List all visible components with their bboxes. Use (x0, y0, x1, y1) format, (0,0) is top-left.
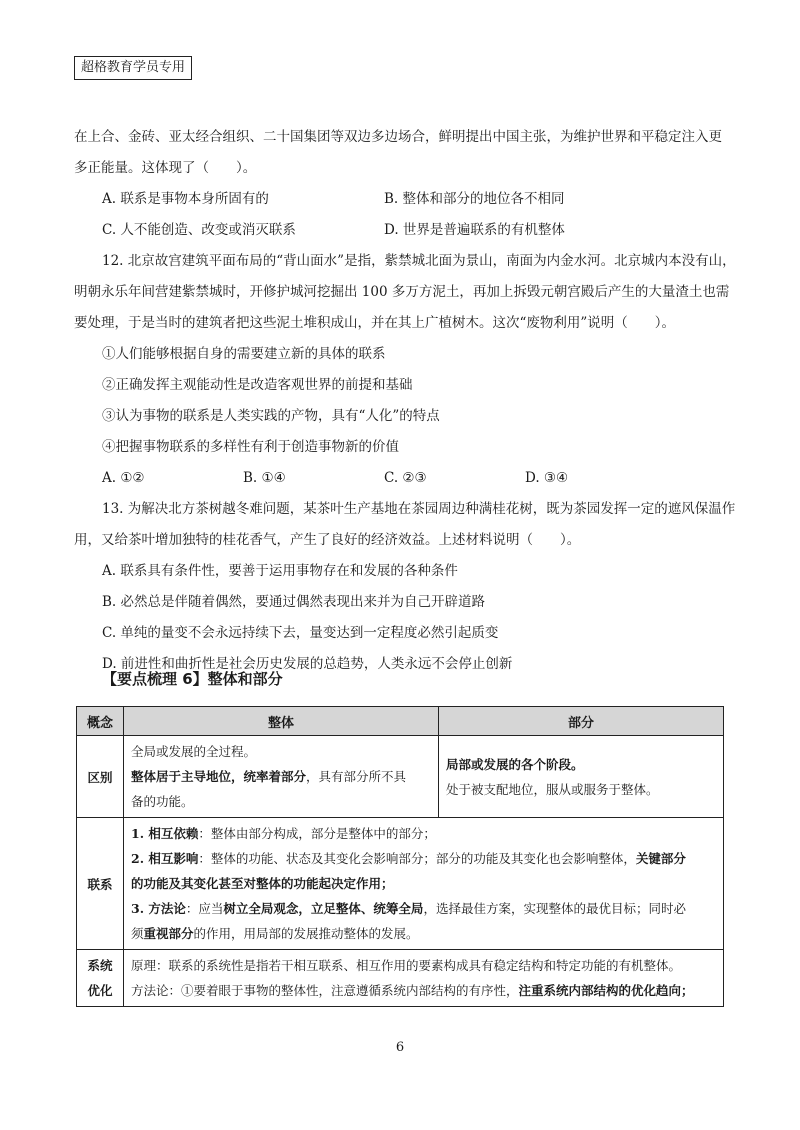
q12-item-4: ④把握事物联系的多样性有利于创造事物新的价值 (102, 439, 399, 455)
q11-option-b: B. 整体和部分的地位各不相同 (384, 191, 565, 207)
q12-item-1: ①人们能够根据自身的需要建立新的具体的联系 (102, 346, 386, 362)
q12-stem-line2: 明朝永乐年间营建紫禁城时，开修护城河挖掘出 100 多万方泥土，再加上拆毁元朝宫殿后产生的大量渣土也需 (74, 284, 730, 300)
qubie-whole-line3: 备的功能。 (131, 794, 194, 809)
lianxi-point1 (131, 821, 716, 846)
table-row-lianxi (77, 818, 724, 950)
q12-item-2: ②正确发挥主观能动性是改造客观世界的前提和基础 (102, 377, 413, 393)
lianxi-p3-line2-pre: 须 (131, 926, 144, 941)
xitong-label-line2: 优化 (87, 983, 113, 998)
q11-option-d: D. 世界是普遍联系的有机整体 (384, 222, 565, 238)
table-row-qubie (77, 736, 724, 818)
q12-option-a: A. ①② (102, 470, 145, 486)
question-content (74, 122, 736, 680)
lianxi-p3-mid: ：应当 (185, 901, 224, 916)
row-label-xitong (77, 950, 124, 1007)
q13-option-c: C. 单纯的量变不会永远持续下去，量变达到一定程度必然引起质变 (102, 625, 499, 641)
q12-option-b: B. ①④ (243, 470, 286, 486)
lianxi-p3-bold: 树立全局观念，立足整体、统筹全局 (223, 901, 424, 916)
q13-option-b: B. 必然总是伴随着偶然，要通过偶然表现出来并为自己开辟道路 (102, 594, 486, 610)
row-label-qubie: 区别 (77, 736, 124, 818)
q13-stem-line2: 用，又给茶叶增加独特的桂花香气，产生了良好的经济效益。上述材料说明（ ）。 (74, 532, 581, 548)
qubie-whole-rest: ，具有部分所不具 (306, 769, 407, 784)
header-whole: 整体 (124, 707, 439, 736)
table-row-xitong (77, 950, 724, 1007)
lianxi-point3-line2 (131, 921, 716, 946)
q12-item-3: ③认为事物的联系是人类实践的产物，具有“人化”的特点 (102, 408, 440, 424)
qubie-whole-cell (124, 736, 439, 818)
summary-table (76, 706, 724, 1007)
q11-options-row2 (74, 215, 724, 246)
lianxi-point3-line1 (131, 896, 716, 921)
q12-option-c: C. ②③ (384, 470, 427, 486)
lianxi-p2-lead: 2. 相互影响 (131, 851, 199, 866)
header-label: 超格教育学员专用 (74, 56, 192, 80)
q12-stem-line1: 12. 北京故宫建筑平面布局的“背山面水”是指，紫禁城北面为景山，南面为内金水河。北京城内本没有山， (102, 253, 736, 269)
header-concept: 概念 (77, 707, 124, 736)
lianxi-p2-rest: ：整体的功能、状态及其变化会影响部分；部分的功能及其变化也会影响整体， (198, 851, 636, 866)
qubie-part-line2: 处于被支配地位，服从或服务于整体。 (446, 781, 659, 797)
qubie-whole-bold: 整体居于主导地位，统率着部分 (131, 769, 307, 784)
lianxi-p3-rest: ，选择最佳方案，实现整体的最优目标；同时必 (423, 901, 686, 916)
lianxi-p3-line2-bold: 重视部分 (143, 926, 194, 941)
q12-options (74, 463, 724, 494)
q12-option-d: D. ③④ (525, 470, 569, 486)
section-title: 【要点梳理 6】整体和部分 (102, 670, 283, 688)
header-part: 部分 (439, 707, 724, 736)
xitong-fangfa-pre: 方法论：①要着眼于事物的整体性，注意遵循系统内部结构的有序性， (131, 983, 519, 998)
qubie-whole-line2 (131, 764, 431, 789)
lianxi-cell (124, 818, 724, 950)
row-label-lianxi: 联系 (77, 818, 124, 950)
qubie-part-cell (439, 736, 724, 818)
lianxi-p1-rest: ：整体由部分构成，部分是整体中的部分； (198, 826, 436, 841)
xitong-yuanli: 原理：联系的系统性是指若干相互联系、相互作用的要素构成具有稳定结构和特定功能的有机整体。 (131, 958, 682, 973)
xitong-cell (124, 950, 724, 1007)
q13-option-d: D. 前进性和曲折性是社会历史发展的总趋势，人类永远不会停止创新 (102, 656, 513, 672)
q12-stem-line3: 要处理，于是当时的建筑者把这些泥土堆积成山，并在其上广植树木。这次“废物利用”说明（ ）。 (74, 315, 676, 331)
lianxi-point2-line2 (131, 871, 716, 896)
xitong-fangfa (131, 978, 716, 1003)
qubie-whole-line1: 全局或发展的全过程。 (131, 744, 257, 759)
lianxi-p2-line2-bold: 的功能及其变化甚至对整体的功能起决定作用； (131, 876, 394, 891)
lianxi-p3-lead: 3. 方法论 (131, 901, 186, 916)
xitong-label-line1: 系统 (87, 958, 113, 973)
q11-stem-line1: 在上合、金砖、亚太经合组织、二十国集团等双边多边场合，鲜明提出中国主张，为维护世界和平稳定注入更 (74, 129, 722, 145)
qubie-part-bold: 局部或发展的各个阶段。 (446, 756, 584, 772)
q11-option-c: C. 人不能创造、改变或消灭联系 (102, 222, 296, 238)
page-number: 6 (395, 1040, 405, 1055)
lianxi-p2-bold-tail: 关键部分 (635, 851, 686, 866)
lianxi-point2-line1 (131, 846, 716, 871)
qubie-part-line1 (446, 752, 716, 777)
q11-options-row1 (74, 184, 724, 215)
xitong-fangfa-bold: 注重系统内部结构的优化趋向； (518, 983, 694, 998)
lianxi-p3-line2-rest: 的作用，用局部的发展推动整体的发展。 (193, 926, 419, 941)
lianxi-p1-lead: 1. 相互依赖 (131, 826, 199, 841)
table-header-row (77, 707, 724, 736)
q13-option-a: A. 联系具有条件性，要善于运用事物存在和发展的各种条件 (102, 563, 458, 579)
q13-stem-line1: 13. 为解决北方茶树越冬难问题，某茶叶生产基地在茶园周边种满桂花树，既为茶园发挥一定的遮风保温作 (102, 501, 736, 517)
q11-option-a: A. 联系是事物本身所固有的 (102, 191, 269, 207)
q11-stem-line2: 多正能量。这体现了（ ）。 (74, 160, 257, 176)
